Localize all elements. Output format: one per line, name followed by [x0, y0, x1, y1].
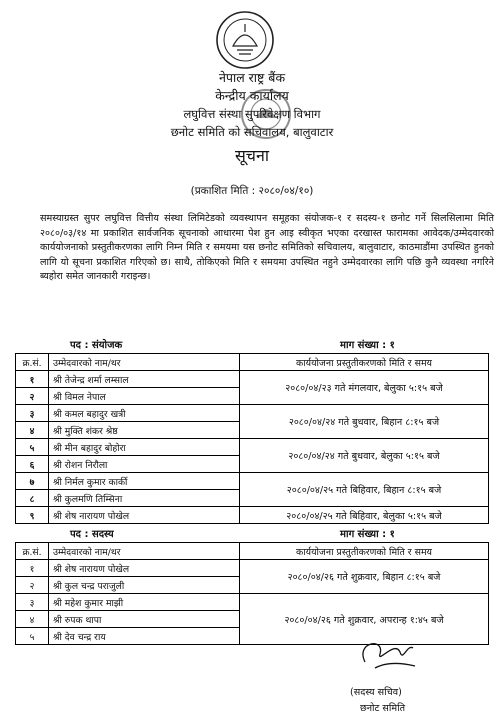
office-name: केन्द्रीय कार्यालय — [215, 88, 289, 103]
row-sn: १ — [16, 560, 49, 577]
candidate-name: श्री कमल बहादुर खत्री — [49, 405, 240, 422]
table-row — [16, 405, 489, 422]
presentation-time: २०८०/०४/२५ गते बिहिवार, बिहान ८:१५ बजे — [240, 473, 489, 507]
candidate-name: श्री रुपक थापा — [49, 611, 240, 628]
signatory-role: (सदस्य सचिव) — [350, 687, 402, 698]
candidate-name: श्री कुलमणि तिम्सिना — [49, 490, 240, 507]
signature-mark-icon — [345, 632, 425, 677]
candidate-name: श्री मीन बहादुर बोहोरा — [49, 439, 240, 456]
col-time: कार्ययोजना प्रस्तुतीकरणको मिति र समय — [240, 543, 489, 560]
bank-name: नेपाल राष्ट्र बैंक — [218, 70, 286, 85]
post-label-member: पद : सदस्य — [70, 529, 114, 540]
row-sn: ४ — [16, 611, 49, 628]
row-sn: ३ — [16, 405, 49, 422]
candidate-name: श्री निर्मल कुमार कार्की — [49, 473, 240, 490]
table-row — [16, 473, 489, 490]
presentation-time: २०८०/०४/२६ गते शुक्रवार, अपरान्ह १:४५ बजे — [240, 594, 489, 645]
row-sn: १ — [16, 371, 49, 388]
row-sn: ६ — [16, 456, 49, 473]
row-sn: ९ — [16, 507, 49, 524]
col-name: उम्मेदवारको नाम/थर — [49, 543, 240, 560]
col-sn: क्र.सं. — [16, 543, 49, 560]
post-label-coordinator: पद : संयोजक — [70, 340, 123, 351]
presentation-time: २०८०/०४/२४ गते बुधवार, बेलुका ५:१५ बजे — [240, 439, 489, 473]
table-row — [16, 371, 489, 388]
signatory-org: छनोट समिति — [360, 703, 406, 714]
table-row — [16, 439, 489, 456]
table-row — [16, 594, 489, 611]
department-name: लघुवित्त संस्था सुपरिवेक्षण विभाग — [183, 107, 321, 121]
candidate-name: श्री महेश कुमार माझी — [49, 594, 240, 611]
presentation-time: २०८०/०४/२४ गते बुधवार, बिहान ८:१५ बजे — [240, 405, 489, 439]
demand-count-member: माग संख्या : १ — [340, 529, 395, 540]
candidate-name: श्री तेजेन्द्र शर्मा लम्साल — [49, 371, 240, 388]
candidate-name: श्री शेष नारायण पोखेल — [49, 507, 240, 524]
candidate-name: श्री देव चन्द्र राय — [49, 628, 240, 645]
row-sn: ३ — [16, 594, 49, 611]
table-row — [16, 560, 489, 577]
notice-body: समस्याग्रस्त सुपर लघुवित्त वित्तीय संस्था लिमिटेडको व्यवस्थापन समूहका संयोजक-१ र सदस्य-१ छनोट गर्ने सिलसिलामा मिति २०८०/०३/१४ मा प्रकाशित सार्वजनिक सूचनाको आधारमा पेश हुन आइ स्वीकृत भएका दरखास्त फारामका आवेदक/उम्मेदवारको कार्ययोजनाको प्रस्तुतीकरणका लागि निम्न मिति र समयमा यस छनोट समितिको सचिवालय, बालुवाटार, काठमाडौंमा उपस्थित हुनको लागि यो सूचना प्रकाशित गरिएको छ। साथै, तोकिएको मिति र समयमा उपस्थित नहुने उम्मेदवारका लागि पछि कुनै व्यवस्था नगरिने ब्यहोरा समेत जानकारी गराइन्छ। — [40, 213, 494, 283]
row-sn: ४ — [16, 422, 49, 439]
row-sn: २ — [16, 388, 49, 405]
candidate-name: श्री मुक्ति शंकर श्रेष्ठ — [49, 422, 240, 439]
presentation-time: २०८०/०४/२५ गते बिहिवार, बेलुका ५:१५ बजे — [240, 507, 489, 524]
table-row — [16, 507, 489, 524]
row-sn: २ — [16, 577, 49, 594]
row-sn: ५ — [16, 628, 49, 645]
row-sn: ८ — [16, 490, 49, 507]
candidate-name: श्री रोशन निरौला — [49, 456, 240, 473]
table-header-row — [16, 543, 489, 560]
committee-name: छनोट समिति को सचिवालय, बालुवाटार — [170, 125, 334, 139]
published-date: (प्रकाशित मिति : २०८०/०४/१०) — [190, 185, 314, 197]
coordinator-schedule-table — [15, 353, 489, 524]
candidate-name: श्री शेष नारायण पोखेल — [49, 560, 240, 577]
presentation-time: २०८०/०४/२६ गते शुक्रवार, बिहान ८:१५ बजे — [240, 560, 489, 594]
candidate-name: श्री कुल चन्द्र पराजुली — [49, 577, 240, 594]
member-schedule-table — [15, 542, 489, 645]
bank-emblem-icon — [215, 10, 275, 70]
row-sn: ५ — [16, 439, 49, 456]
table-header-row — [16, 354, 489, 371]
candidate-name: श्री विमल नेपाल — [49, 388, 240, 405]
presentation-time: २०८०/०४/२३ गते मंगलवार, बेलुका ५:१५ बजे — [240, 371, 489, 405]
notice-title: सूचना — [234, 146, 269, 165]
col-sn: क्र.सं. — [16, 354, 49, 371]
col-name: उम्मेदवारको नाम/थर — [49, 354, 240, 371]
row-sn: ७ — [16, 473, 49, 490]
col-time: कार्ययोजना प्रस्तुतीकरणको मिति र समय — [240, 354, 489, 371]
demand-count-coordinator: माग संख्या : १ — [340, 340, 395, 351]
